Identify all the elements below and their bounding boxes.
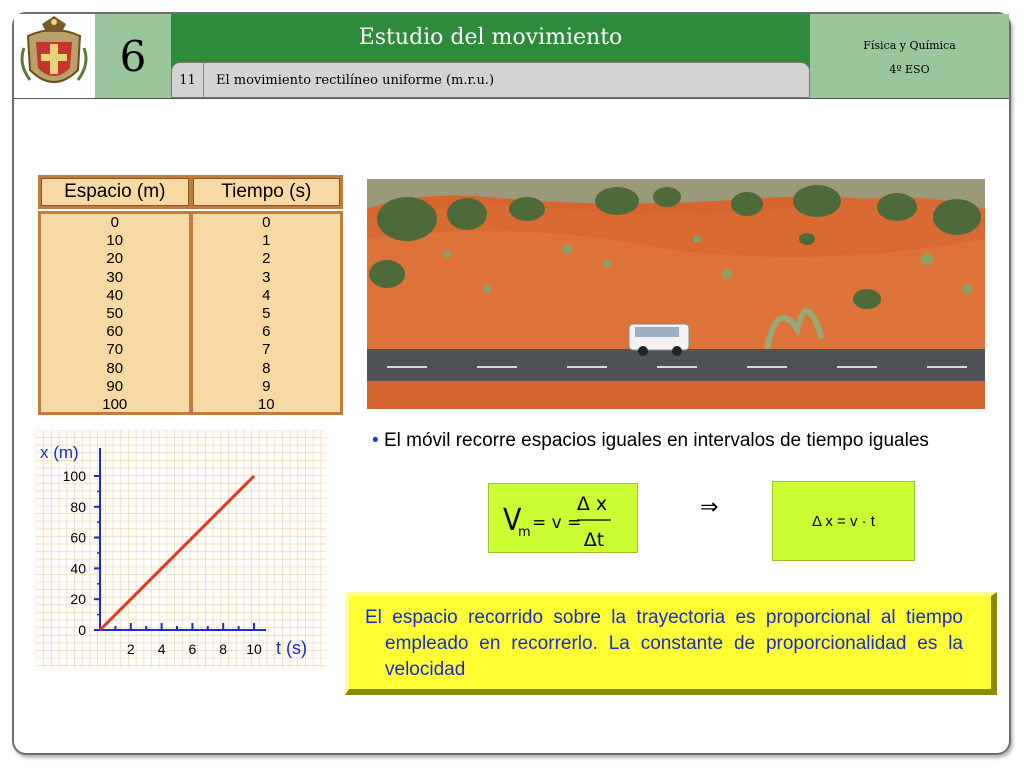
x-ticks — [115, 623, 262, 657]
espacio-column — [41, 214, 189, 412]
table-cell: 40 — [106, 286, 124, 304]
implies-arrow: ⇒ — [700, 494, 719, 519]
table-cell: 8 — [262, 359, 271, 377]
table-cell: 50 — [106, 305, 124, 323]
table-cell: 4 — [262, 286, 271, 304]
bullet-content: El móvil recorre espacios iguales en intervalos de tiempo iguales — [383, 430, 929, 451]
table-cell: 80 — [106, 359, 124, 377]
table-cell: 2 — [262, 250, 271, 268]
table-cell: 70 — [106, 341, 124, 359]
col-header-tiempo: Tiempo (s) — [193, 178, 341, 206]
unit-number: 6 — [95, 14, 171, 98]
y-tick-label: 40 — [70, 560, 86, 577]
y-tick-label: 0 — [78, 622, 86, 638]
table-cell: 10 — [257, 396, 275, 414]
desert-car-photo — [367, 179, 985, 409]
school-crest-logo — [14, 14, 94, 98]
table-cell: 90 — [106, 377, 124, 395]
course-info — [810, 14, 1009, 98]
y-tick-label: 20 — [70, 591, 86, 608]
page-title: Estudio del movimiento — [171, 14, 810, 69]
velocity-formula — [488, 483, 638, 553]
x-tick-label: 8 — [219, 641, 228, 657]
position-time-graph — [36, 430, 326, 668]
table-cell: 0 — [262, 214, 271, 231]
x-axis-label: t (s) — [276, 638, 307, 658]
y-tick-label: 60 — [70, 529, 86, 546]
table-cell: 7 — [262, 341, 271, 359]
bullet-text — [370, 428, 982, 453]
formula-v: V — [503, 503, 522, 538]
formula-equals: = v = — [532, 513, 582, 533]
table-header — [38, 175, 343, 209]
y-tick-label: 100 — [62, 468, 86, 484]
y-tick-label: 80 — [70, 498, 86, 515]
table-cell: 3 — [262, 268, 271, 286]
formula-numerator: Δ x — [576, 493, 608, 515]
x-tick-label: 6 — [188, 641, 197, 657]
tiempo-column — [193, 214, 341, 412]
header-divider — [14, 98, 1009, 99]
table-cell: 10 — [106, 232, 124, 250]
table-cell: 0 — [110, 214, 119, 231]
table-cell: 100 — [102, 396, 128, 414]
section-title: El movimiento rectilíneo uniforme (m.r.u.) — [216, 72, 495, 88]
displacement-formula: Δ x = v · t — [772, 481, 915, 561]
x-tick-label: 2 — [126, 641, 135, 657]
section-bar — [171, 62, 810, 98]
table-cell: 9 — [262, 377, 271, 395]
section-number: 11 — [172, 63, 204, 97]
data-line — [100, 476, 254, 630]
x-tick-label: 4 — [157, 641, 166, 657]
table-cell: 20 — [106, 250, 124, 268]
table-cell: 60 — [106, 323, 124, 341]
bullet-dot: • — [372, 430, 384, 451]
col-header-espacio: Espacio (m) — [41, 178, 189, 206]
table-cell: 5 — [262, 305, 271, 323]
conclusion-box: El espacio recorrido sobre la trayectoria es proporcional al tiempo empleado en recorrerlo. La constante de proporcionalidad es la velocidad — [345, 592, 997, 695]
y-axis-label: x (m) — [40, 443, 79, 462]
table-cell: 30 — [106, 268, 124, 286]
subject-label: Física y Química — [863, 39, 956, 52]
table-cell: 1 — [262, 232, 271, 250]
level-label: 4º ESO — [889, 63, 930, 76]
table-cell: 6 — [262, 323, 271, 341]
formula-subscript: m — [518, 525, 531, 540]
data-table — [38, 211, 343, 415]
formula-denominator: Δt — [583, 529, 605, 551]
x-tick-label: 10 — [246, 641, 262, 657]
